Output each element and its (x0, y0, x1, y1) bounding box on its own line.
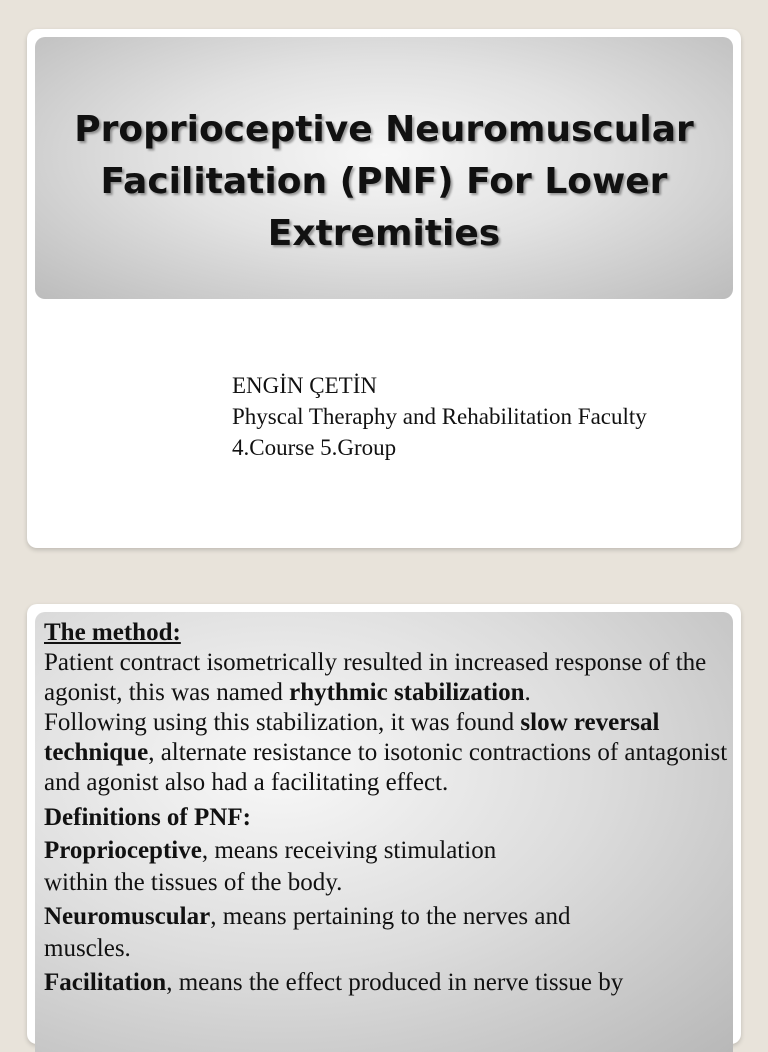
p2-text: Following using this stabilization, it was found (44, 709, 521, 736)
def1-term: Proprioceptive (44, 837, 202, 864)
p1-bold-term: rhythmic stabilization (289, 679, 525, 706)
slide-title: Proprioceptive Neuromuscular Facilitation (PNF) For Lower Extremities (74, 109, 694, 254)
p1-text: Patient contract isometrically resulted in increased response of the agonist, this was named (44, 649, 707, 706)
title-slide (27, 29, 741, 548)
author-group: 4.Course 5.Group (232, 435, 397, 460)
def2-term: Neuromuscular (44, 903, 211, 930)
definition-proprioceptive (44, 835, 734, 899)
method-panel (35, 612, 733, 1052)
def2-text-1: , means pertaining to the nerves and (210, 903, 571, 930)
method-paragraph-1 (44, 648, 734, 708)
author-block (232, 370, 647, 463)
def1-text-1: , means receiving stimulation (201, 837, 497, 864)
def1-text-2: within the tissues of the body. (44, 869, 343, 896)
def2-text-2: muscles. (44, 935, 131, 962)
definition-facilitation (44, 967, 734, 999)
definitions-heading: Definitions of PNF: (44, 804, 251, 831)
method-paragraph-2 (44, 708, 734, 798)
definition-neuromuscular (44, 901, 734, 965)
method-slide (27, 604, 741, 1044)
method-heading: The method: (44, 619, 181, 646)
p2-end: , alternate resistance to isotonic contractions of antagonist and agonist also had a facilitating effect. (44, 739, 728, 796)
author-name: ENGİN ÇETİN (232, 373, 377, 398)
author-faculty: Physcal Theraphy and Rehabilitation Faculty (232, 404, 647, 429)
method-text (44, 618, 734, 999)
p1-end: . (524, 679, 531, 706)
title-band (35, 37, 733, 299)
p2-bold-term: slow reversal technique (44, 709, 660, 766)
def3-text: , means the effect produced in nerve tissue by (166, 969, 624, 996)
def3-term: Facilitation (44, 969, 167, 996)
